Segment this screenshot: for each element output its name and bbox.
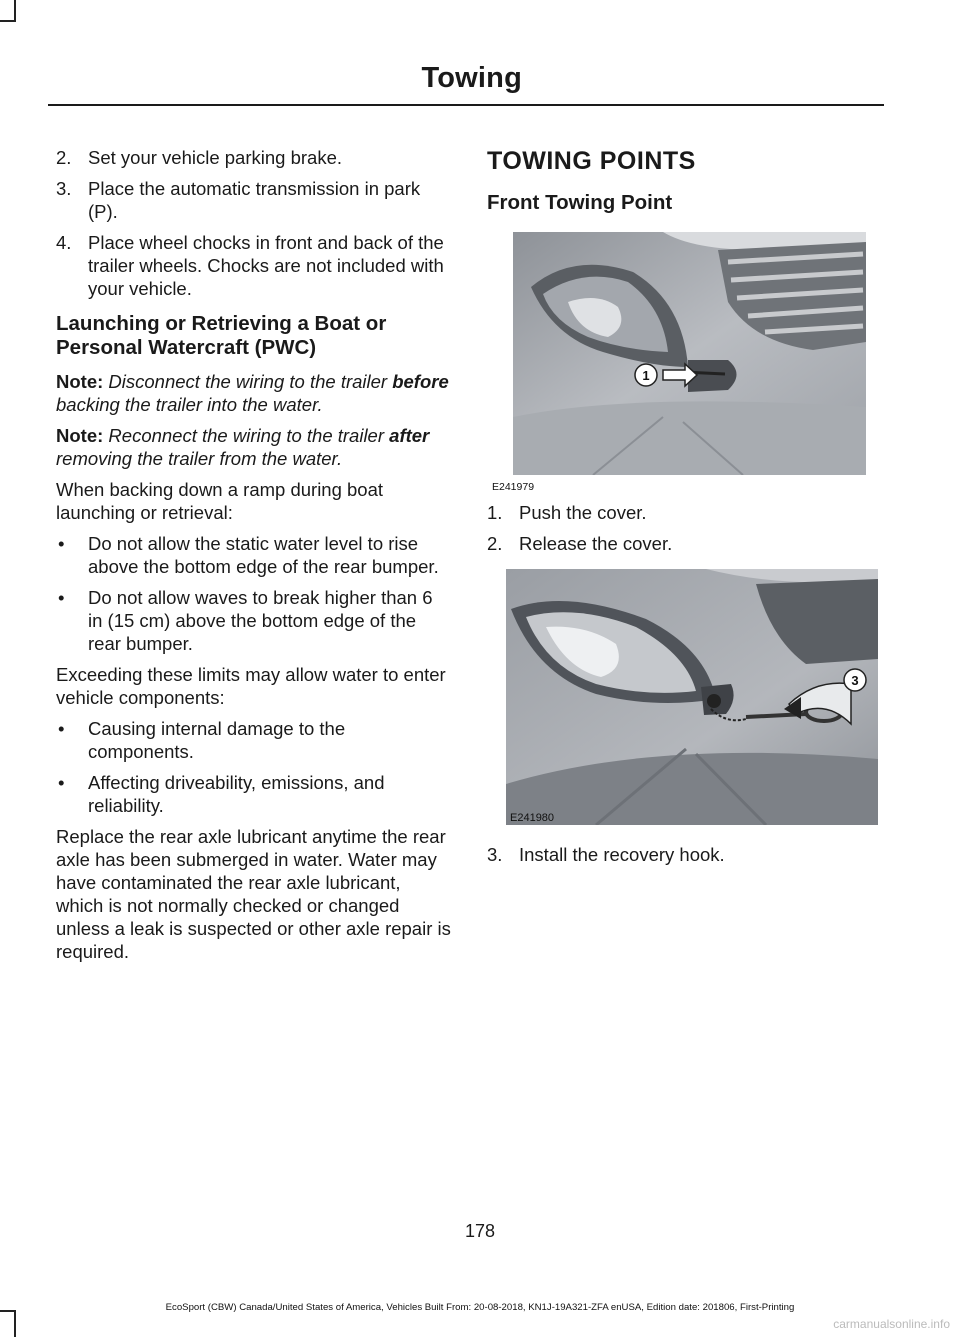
step-text: Set your vehicle parking brake.: [88, 147, 342, 168]
bullet-item: [56, 771, 451, 817]
footer-text: EcoSport (CBW) Canada/United States of America, Vehicles Built From: 20-08-2018, KN1J-19A321-ZFA enUSA, Edition date: 201806, First-Printing: [165, 1302, 795, 1313]
step-item: [56, 146, 451, 169]
paragraph-axle-lubricant: Replace the rear axle lubricant anytime the rear axle has been submerged in water. Water may have contaminated the rear axle lubricant, which is not normally checked or changed unless a leak is suspected or other axle repair is required.: [56, 826, 451, 962]
step-item: [487, 501, 882, 524]
bullet-item: [56, 717, 451, 763]
header-rule: [48, 104, 884, 106]
callout-3: 3: [851, 673, 859, 688]
bullet-glyph: •: [58, 533, 65, 554]
figure-front-cover: [492, 232, 866, 493]
bullet-text: Do not allow waves to break higher than 6 in (15 cm) above the bottom edge of the rear bumper.: [88, 587, 433, 654]
note-emphasis: after: [389, 425, 430, 446]
page-header-title: Towing: [421, 62, 522, 94]
step-number: 3.: [56, 178, 72, 199]
step-number: 3.: [487, 844, 503, 865]
step-text: Place wheel chocks in front and back of the trailer wheels. Chocks are not included with your vehicle.: [88, 232, 444, 299]
paragraph-limits: Exceeding these limits may allow water to enter vehicle components:: [56, 664, 446, 708]
left-column: [56, 146, 451, 971]
bullet-text: Affecting driveability, emissions, and reliability.: [88, 772, 385, 816]
step-item: [487, 532, 882, 555]
step-item: [56, 231, 451, 300]
paragraph-ramp: When backing down a ramp during boat launching or retrieval:: [56, 479, 384, 523]
step-number: 1.: [487, 502, 503, 523]
figure-code: E241979: [492, 481, 535, 493]
note-text: removing the trailer from the water.: [56, 448, 343, 469]
figure-recovery-hook: [506, 569, 878, 825]
step-item: [487, 843, 882, 866]
step-number: 2.: [56, 147, 72, 168]
page-number: 178: [464, 1221, 496, 1241]
bullet-glyph: •: [58, 587, 65, 608]
step-text: Release the cover.: [519, 533, 673, 554]
step-number: 4.: [56, 232, 72, 253]
step-text: Place the automatic transmission in park (P).: [88, 178, 421, 222]
note-label: Note:: [56, 371, 104, 392]
bullet-item: [56, 586, 451, 655]
note-label: Note:: [56, 425, 104, 446]
note-emphasis: before: [392, 371, 449, 392]
step-item: [56, 177, 451, 223]
step-text: Push the cover.: [519, 502, 647, 523]
crop-mark-top-left-h: [0, 20, 16, 22]
note-text: backing the trailer into the water.: [56, 394, 323, 415]
bullet-glyph: •: [58, 772, 65, 793]
note-disconnect: [56, 370, 451, 416]
step-number: 2.: [487, 533, 503, 554]
bullet-item: [56, 532, 451, 578]
crop-mark-bottom-left-v: [14, 1310, 16, 1337]
recovery-hook-illustration: [506, 569, 878, 825]
boat-launch-subheading: Launching or Retrieving a Boat or Personal Watercraft (PWC): [56, 312, 387, 359]
callout-1: 1: [642, 368, 650, 383]
front-towing-point-heading: Front Towing Point: [487, 191, 673, 214]
bullet-text: Causing internal damage to the components.: [88, 718, 346, 762]
crop-mark-top-left-v: [14, 0, 16, 22]
section-title: TOWING POINTS: [487, 147, 696, 175]
note-text: Disconnect the wiring to the trailer: [103, 371, 393, 392]
car-front-illustration: [513, 232, 866, 475]
note-reconnect: [56, 424, 451, 470]
right-column: [487, 146, 882, 874]
figure-code: E241980: [510, 812, 555, 824]
watermark: carmanualsonline.info: [833, 1317, 950, 1331]
bullet-text: Do not allow the static water level to rise above the bottom edge of the rear bumper.: [88, 533, 439, 577]
note-text: Reconnect the wiring to the trailer: [103, 425, 390, 446]
bullet-glyph: •: [58, 718, 65, 739]
step-text: Install the recovery hook.: [519, 844, 725, 865]
